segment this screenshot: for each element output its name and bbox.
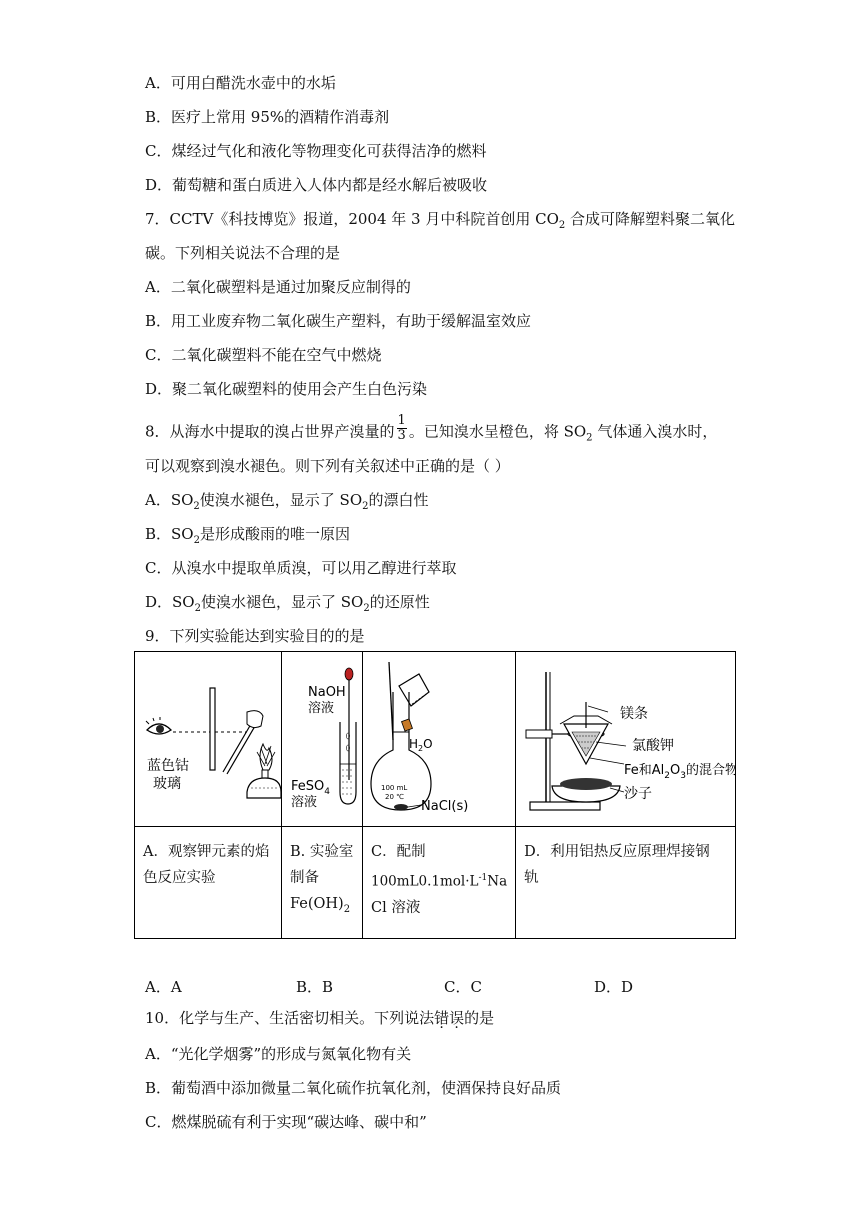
q7-option-a: A．二氧化碳塑料是通过加聚反应制得的 <box>145 278 411 296</box>
q8-option-b: B．$SO_2$是形成酸雨的唯一原因 <box>145 525 350 546</box>
label-flask-volume: 100 mL <box>381 784 408 792</box>
label-flask-temp: 20 ℃ <box>385 793 404 801</box>
q6-option-d: D．葡萄糖和蛋白质进入人体内都是经水解后被吸收 <box>145 176 488 194</box>
label-water: $H_2O$ <box>409 737 433 753</box>
q7-option-b: B．用工业废弃物二氧化碳生产塑料，有助于缓解温室效应 <box>145 312 532 330</box>
caption-c: C．配制 $100mL0.1mol\cdot L^{-1}Na$ Cl 溶液 <box>363 827 516 939</box>
caption-d: D．利用铝热反应原理焊接钢 轨 <box>516 827 736 939</box>
q10-option-a: A．“光化学烟雾”的形成与氮氧化物有关 <box>145 1045 412 1063</box>
q7-stem-line1: 7．CCTV《科技博览》报道，2004 年 3 月中科院首创用 $CO_2$ 合成可降解塑料聚二氧化 <box>145 210 736 231</box>
q6-option-c: C．煤经过气化和液化等物理变化可获得洁净的燃料 <box>145 142 487 160</box>
q8-stem-line2: 可以观察到溴水褪色。则下列有关叙述中正确的是（ ） <box>145 457 510 475</box>
label-naoh-solution: 溶液 <box>308 701 335 716</box>
q9-answer-d: D．D <box>594 978 634 996</box>
label-sand: 沙子 <box>624 786 653 802</box>
label-naoh: NaOH <box>308 685 346 700</box>
q8-option-d: D．$SO_2$使溴水褪色，显示了 $SO_2$的还原性 <box>145 593 430 614</box>
figure-a-flame-test <box>135 652 282 827</box>
label-mg-strip: 镁条 <box>620 706 649 722</box>
q9-stem: 9．下列实验能达到实验目的的是 <box>145 627 365 645</box>
label-feso4: FeSO$_4$ <box>291 779 330 797</box>
q6-option-a: A．可用白醋洗水壶中的水垢 <box>145 74 336 92</box>
q10-option-b: B．葡萄酒中添加微量二氧化硫作抗氧化剂，使酒保持良好品质 <box>145 1079 562 1097</box>
q7-stem-line2: 碳。下列相关说法不合理的是 <box>145 244 341 262</box>
q9-answer-b: B．B <box>296 978 334 996</box>
q9-answer-c: C．C <box>444 978 482 996</box>
q9-experiment-table <box>134 651 736 939</box>
caption-a: A．观察钾元素的焰 色反应实验 <box>135 827 282 939</box>
figure-c-volumetric-flask <box>363 652 516 827</box>
label-kclo3: 氯酸钾 <box>632 738 675 754</box>
q7-option-d: D．聚二氧化碳塑料的使用会产生白色污染 <box>145 380 428 398</box>
figure-d-thermite <box>516 652 736 827</box>
fraction: $\frac{1}{3}$ <box>397 413 406 443</box>
label-nacl: NaCl(s) <box>421 799 469 814</box>
q7-option-c: C．二氧化碳塑料不能在空气中燃烧 <box>145 346 382 364</box>
q10-stem: 10．化学与生产、生活密切相关。下列说法错误的是 <box>145 1009 495 1027</box>
label-cobalt-glass-2: 玻璃 <box>153 776 181 792</box>
label-feso4-solution: 溶液 <box>291 795 318 810</box>
q8-option-a: A．$SO_2$使溴水褪色，显示了 $SO_2$的漂白性 <box>145 491 429 512</box>
label-cobalt-glass-1: 蓝色钴 <box>147 758 189 774</box>
q6-option-b: B．医疗上常用 95%的酒精作消毒剂 <box>145 108 390 126</box>
q10-option-c: C．燃煤脱硫有利于实现“碳达峰、碳中和” <box>145 1113 427 1131</box>
label-fe-al2o3: Fe和$Al_2O_3$的混合物 <box>624 763 736 781</box>
q8-stem-line1: 8．从海水中提取的溴占世界产溴量的 $\frac{1}{3}$ 。已知溴水呈橙色，将 $SO_2$ 气体通入溴水时， <box>145 413 718 444</box>
q8-option-c: C．从溴水中提取单质溴，可以用乙醇进行萃取 <box>145 559 457 577</box>
q9-answer-a: A．A <box>145 978 182 996</box>
figure-b-feoh2 <box>282 652 363 827</box>
caption-b: B. 实验室 制备 $Fe(OH)_2$ <box>282 827 363 939</box>
